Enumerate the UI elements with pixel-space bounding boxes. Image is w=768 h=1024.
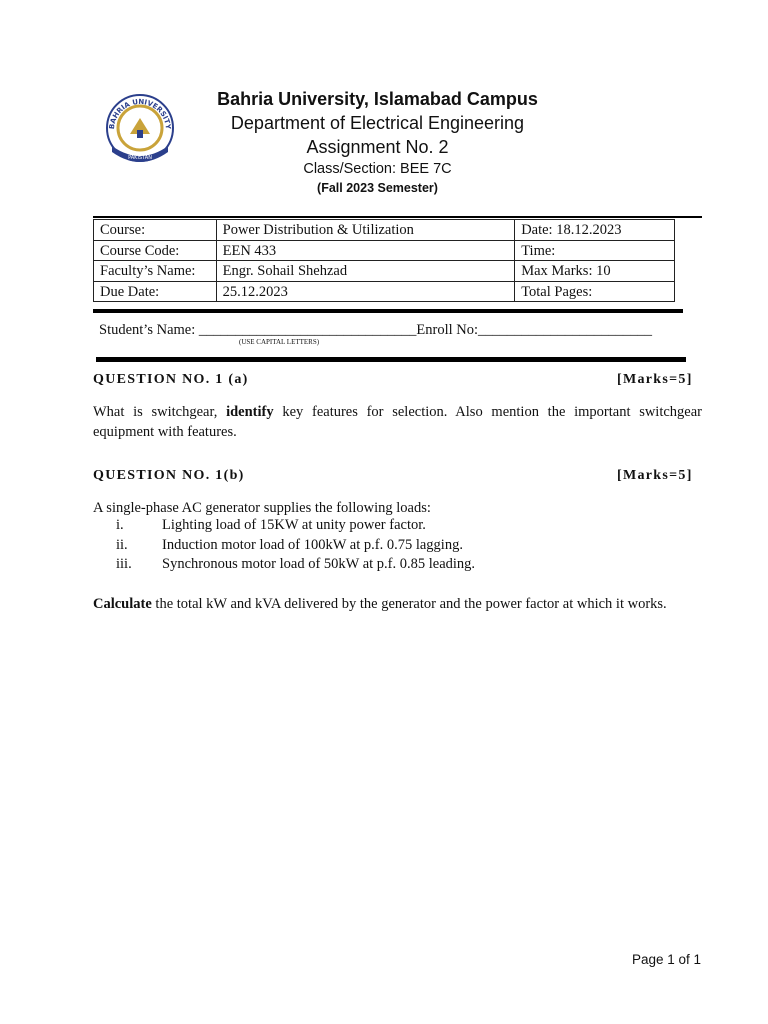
table-cell: 25.12.2023 (216, 281, 515, 302)
table-row (94, 281, 675, 302)
question-1b-title: QUESTION NO. 1(b) (93, 468, 245, 483)
list-item-text: Induction motor load of 100kW at p.f. 0.75 lagging. (162, 537, 463, 553)
table-cell: Faculty’s Name: (94, 261, 217, 282)
table-row (94, 261, 675, 282)
question-1a-title: QUESTION NO. 1 (a) (93, 372, 249, 387)
table-cell: Date: 18.12.2023 (515, 220, 675, 241)
table-cell: Max Marks: 10 (515, 261, 675, 282)
university-name: Bahria University, Islamabad Campus (217, 89, 538, 109)
course-info-table (93, 219, 675, 302)
bold-text: Calculate (93, 596, 152, 612)
table-row (94, 220, 675, 241)
student-bottom-rule (96, 357, 686, 362)
table-cell: EEN 433 (216, 240, 515, 261)
table-cell: Course Code: (94, 240, 217, 261)
question-1b-marks: [Marks=5] (617, 468, 693, 483)
text: the total kW and kVA delivered by the generator and the power factor at which it works. (151, 596, 667, 612)
page-number: Page 1 of 1 (632, 952, 702, 967)
question-1b-intro: A single-phase AC generator supplies the following loads: (93, 500, 431, 516)
list-item-text: Lighting load of 15KW at unity power factor. (162, 517, 426, 533)
semester: (Fall 2023 Semester) (317, 181, 438, 195)
svg-text:PAKISTAN: PAKISTAN (128, 155, 152, 161)
department-name: Department of Electrical Engineering (230, 113, 525, 133)
capital-letters-note: (USE CAPITAL LETTERS) (239, 338, 320, 346)
student-name-enroll-line: Student’s Name: ______________________________Enroll No:________________________ (99, 322, 652, 338)
question-1a-marks: [Marks=5] (617, 372, 693, 387)
list-item-number: iii. (116, 556, 132, 572)
question-1a-text (93, 402, 702, 442)
table-top-rule (93, 216, 702, 218)
table-cell: Total Pages: (515, 281, 675, 302)
table-row (94, 240, 675, 261)
table-bottom-rule (93, 309, 683, 313)
table-cell: Time: (515, 240, 675, 261)
table-cell: Course: (94, 220, 217, 241)
bold-text: identify (226, 404, 274, 420)
assignment-title: Assignment No. 2 (306, 137, 449, 157)
class-section: Class/Section: BEE 7C (303, 161, 452, 177)
table-cell: Due Date: (94, 281, 217, 302)
table-cell: Power Distribution & Utilization (216, 220, 515, 241)
list-item-number: i. (116, 517, 124, 533)
list-item-number: ii. (116, 537, 128, 553)
text: key features for selection. Also mention the important switchgear equipment with features. (93, 404, 702, 440)
table-cell: Engr. Sohail Shehzad (216, 261, 515, 282)
list-item-text: Synchronous motor load of 50kW at p.f. 0.85 leading. (162, 556, 476, 572)
svg-text:BAHRIA UNIVERSITY: BAHRIA UNIVERSITY (107, 97, 173, 130)
question-1b-calculate (93, 594, 702, 614)
text: What is switchgear, (93, 404, 227, 420)
university-logo (104, 90, 176, 170)
